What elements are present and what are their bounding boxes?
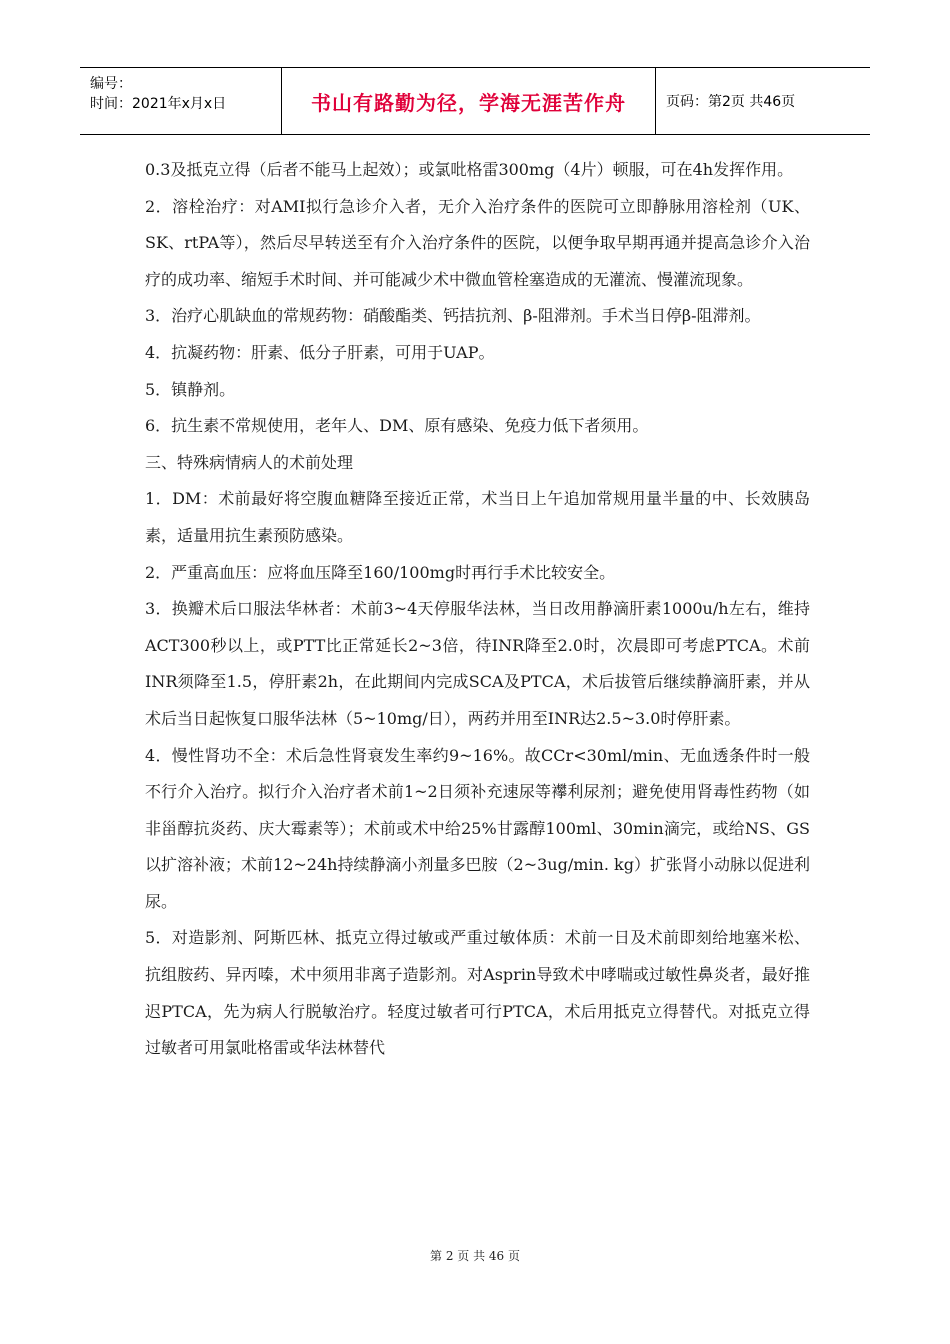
date-line: 时间：2021年x月x日: [90, 96, 227, 112]
page-footer: [0, 1247, 950, 1264]
paragraph: 6．抗生素不常规使用，老年人、DM、原有感染、免疫力低下者须用。: [145, 416, 649, 436]
paragraph: 4．慢性肾功不全：术后急性肾衰发生率约9~16%。故CCr<30ml/min、无血透条件时一般不行介入治疗。拟行介入治疗者术前1~2日须补充速尿等襻利尿剂；避免使用肾毒性药物（如非甾醇抗炎药、庆大霉素等）；术前或术中给25%甘露醇100ml、30min滴完，或给NS、GS以扩溶补液；术前12~24h持续静滴小剂量多巴胺（2~3ug/min. kg）扩张肾小动脉以促进利尿。: [145, 745, 810, 911]
paragraph: 5．镇静剂。: [145, 379, 236, 399]
motto-text: 书山有路勤为径，学海无涯苦作舟: [311, 90, 626, 115]
paragraph: 3．换瓣术后口服法华林者：术前3~4天停服华法林，当日改用静滴肝素1000u/h左右，维持ACT300秒以上，或PTT比正常延长2~3倍，待INR降至2.0时，次晨即可考虑PTCA。术前INR须降至1.5，停肝素2h，在此期间内完成SCA及PTCA，术后拔管后继续静滴肝素，并从术后当日起恢复口服华法林（5~10mg/日），两药并用至INR达2.5~3.0时停肝素。: [145, 599, 810, 728]
section-heading: 三、特殊病情病人的术前处理: [145, 452, 354, 472]
paragraph: 4．抗凝药物：肝素、低分子肝素，可用于UAP。: [145, 342, 495, 362]
footer-page-number: 第 2 页 共 46 页: [430, 1249, 520, 1263]
paragraph: 1．DM：术前最好将空腹血糖降至接近正常，术当日上午追加常规用量半量的中、长效胰岛素，适量用抗生素预防感染。: [145, 489, 810, 545]
document-body: [145, 152, 810, 1067]
paragraph: 5．对造影剂、阿斯匹林、抵克立得过敏或严重过敏体质：术前一日及术前即刻给地塞米松、抗组胺药、异丙嗪，术中须用非离子造影剂。对Asprin导致术中哮喘或过敏性鼻炎者，最好推迟PTCA，先为病人行脱敏治疗。轻度过敏者可行PTCA，术后用抵克立得替代。对抵克立得过敏者可用氯吡格雷或华法林替代: [145, 928, 810, 1058]
paragraph: 0.3及抵克立得（后者不能马上起效）；或氯吡格雷300mg（4片）顿服，可在4h发挥作用。: [145, 160, 794, 179]
number-label: 编号：: [90, 76, 132, 92]
motto-cell: [282, 68, 656, 134]
page-info-text: 页码：第2页 共46页: [666, 94, 796, 110]
document-header: [80, 67, 870, 135]
paragraph: 2．严重高血压：应将血压降至160/100mg时再行手术比较安全。: [145, 562, 616, 582]
page-info-cell: [656, 68, 870, 134]
paragraph: 3．治疗心肌缺血的常规药物：硝酸酯类、钙拮抗剂、β-阻滞剂。手术当日停β-阻滞剂。: [145, 306, 761, 326]
paragraph: 2．溶栓治疗：对AMI拟行急诊介入者，无介入治疗条件的医院可立即静脉用溶栓剂（UK、SK、rtPA等），然后尽早转送至有介入治疗条件的医院，以便争取早期再通并提高急诊介入治疗的成功率、缩短手术时间、并可能减少术中微血管栓塞造成的无灌流、慢灌流现象。: [145, 196, 810, 289]
header-left-cell: [80, 68, 282, 134]
